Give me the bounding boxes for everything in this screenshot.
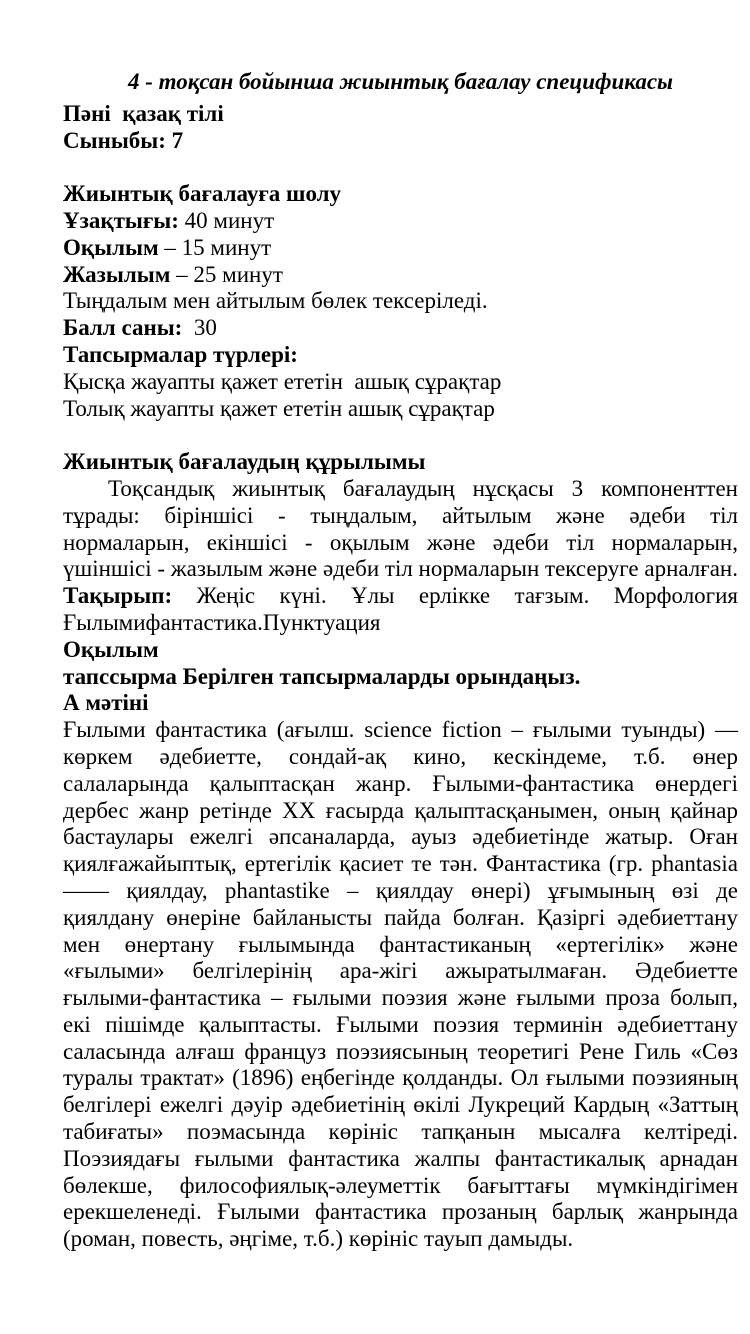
blank-line: [63, 422, 738, 449]
reading-heading: Оқылым: [63, 636, 159, 662]
overview-line-text: Тыңдалым мен айтылым бөлек тексеріледі.: [63, 288, 488, 314]
topic-label: Тақырып:: [63, 583, 173, 609]
blank-line: [63, 154, 738, 181]
topic-line: [63, 583, 738, 637]
overview-line-label: Оқылым: [63, 234, 159, 260]
overview-line-points: [63, 315, 738, 342]
overview-line-text: – 25 минут: [170, 261, 283, 287]
overview-line-text: – 15 минут: [158, 234, 272, 260]
text-a-label: А мәтіні: [63, 690, 149, 716]
overview-line-text: 40 минут: [178, 207, 275, 233]
overview-line-reading: [63, 235, 738, 262]
overview-line-label: Тапсырмалар түрлері:: [63, 341, 298, 367]
structure-heading: Жиынтық бағалаудың құрылымы: [63, 449, 426, 475]
overview-line-duration: [63, 208, 738, 235]
overview-line-short-answer: [63, 369, 738, 396]
overview-line-text: 30: [182, 315, 217, 341]
overview-line-full-answer: [63, 396, 738, 423]
overview-line-text: Толық жауапты қажет ететін ашық сұрақтар: [63, 395, 495, 421]
overview-heading: Жиынтық бағалауға шолу: [63, 181, 342, 207]
structure-paragraph: Тоқсандық жиынтық бағалаудың нұсқасы 3 компоненттен тұрады: біріншісі - тыңдалым, айтылым және әдеби тіл нормаларын, екіншісі - оқылым және әдеби тіл нормаларын, үшіншісі - жазылым және әдеби тіл нормаларын тексеруге арналған.: [63, 475, 738, 582]
overview-line-label: Ұзақтығы:: [63, 207, 179, 233]
subject-line: Пәні қазақ тілі: [63, 100, 224, 126]
overview-line-text: Қысқа жауапты қажет ететін ашық сұрақтар: [63, 368, 502, 394]
topic-text: Жеңіс күні. Ұлы ерлікке тағзым. Морфология Ғылымифантастика.Пунктуация: [63, 583, 738, 635]
grade-line: Сыныбы: 7: [63, 127, 184, 153]
overview-line-label: Жазылым: [63, 261, 171, 287]
reading-body: Ғылыми фантастика (ағылш. science fiction – ғылыми туынды) — көркем әдебиетте, сондай-ақ кино, кескіндеме, т.б. өнер салаларында қалыптасқан жанр. Ғылыми-фантастика өнердегі дербес жанр ретінде XX ғасырда қалыптасқанымен, оның қайнар бастаулары ежелгі әпсаналарда, ауыз әдебиетінде жатыр. Оған қиялғажайыптық, ертегілік қасиет те тән. Фантастика (гр. phantasia —— қиялдау, phantastike – қиялдау өнері) ұғымының өзі де қиялдану өнеріне байланысты пайда болған. Қазіргі әдебиеттану мен өнертану ғылымында фантастиканың «ертегілік» және «ғылыми» белгілерінің ара-жігі ажыратылмаған. Әдебиетте ғылыми-фантастика – ғылыми поэзия және ғылыми проза болып, екі пішімде қалыптасты. Ғылыми поэзия терминін әдебиеттану саласында алғаш француз поэзиясының теоретигі Рене Гиль «Сөз туралы трактат» (1896) еңбегінде қолданды. Ол ғылыми поэзияның белгілері ежелгі дәуір әдебиетінің өкілі Лукреций Кардың «Заттың табиғаты» поэмасында көрініс тапқанын мысалға келтіреді. Поэзиядағы ғылыми фантастика жалпы фантастикалық арнадан бөлекше, философиялық-әлеуметтік бағыттағы мүмкіндігімен ерекшеленеді. Ғылыми фантастика прозаның барлық жанрында (роман, повесть, әңгіме, т.б.) көрініс тауып дамыды.: [63, 717, 738, 1252]
overview-line-note: [63, 288, 738, 315]
reading-instruction: тапссырма Берілген тапсырмаларды орындаңыз.: [63, 663, 581, 689]
overview-line-task-types: [63, 342, 738, 369]
overview-line-writing: [63, 262, 738, 289]
document-title: 4 - тоқсан бойынша жиынтық бағалау спецификасы: [127, 69, 674, 94]
overview-line-label: Балл саны:: [63, 315, 183, 341]
